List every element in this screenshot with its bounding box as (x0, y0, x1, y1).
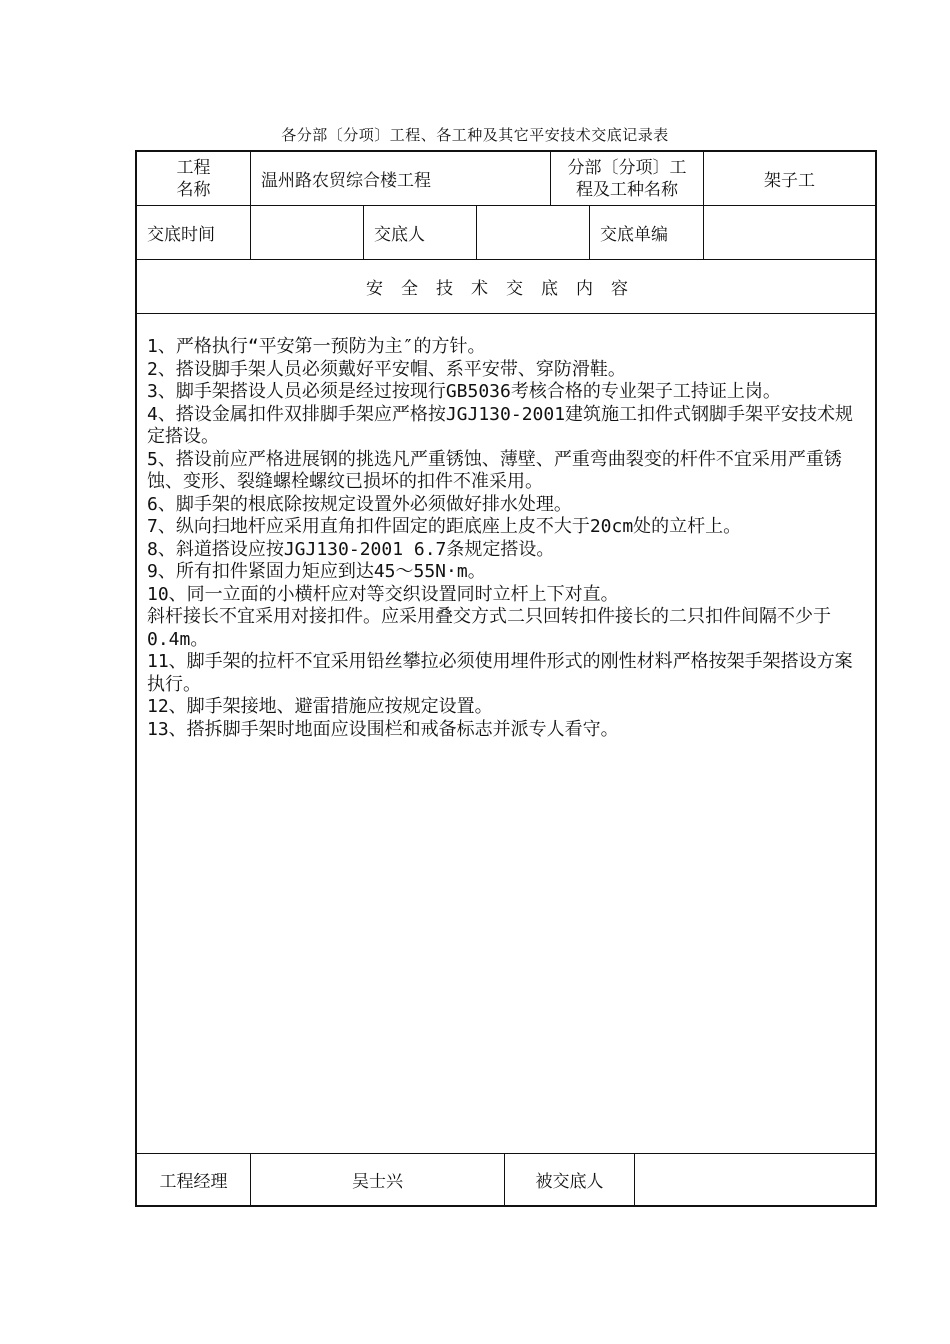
disclosure-form (135, 150, 877, 1207)
content-item: 6、脚手架的根底除按规定设置外必须做好排水处理。 (147, 493, 572, 515)
discloser-value (476, 206, 589, 259)
content-heading: 安全技术交底内容 (366, 279, 646, 299)
content-list (147, 336, 869, 741)
project-row (137, 152, 875, 206)
content-item: 2、搭设脚手架人员必须戴好平安帽、系平安带、穿防滑鞋。 (147, 358, 626, 380)
content-item: 10、同一立面的小横杆应对等交织设置同时立杆上下对直。 (147, 583, 619, 605)
content-item: 5、搭设前应严格进展钢的挑选凡严重锈蚀、薄壁、严重弯曲裂变的杆件不宜采用严重锈蚀、变形、裂缝螺栓螺纹已损坏的扣件不准采用。 (147, 448, 842, 492)
project-label-line2: 名称 (176, 179, 211, 200)
disclosure-time-value (250, 206, 363, 259)
signature-row (137, 1154, 875, 1205)
content-item: 斜杆接长不宜采用对接扣件。应采用叠交方式二只回转扣件接长的二只扣件间隔不少于0.4m。 (147, 606, 831, 650)
document-title: 各分部〔分项〕工程、各工种及其它平安技术交底记录表 (281, 126, 669, 144)
content-item: 13、搭拆脚手架时地面应设围栏和戒备标志并派专人看守。 (147, 718, 619, 740)
project-name-label (137, 152, 250, 205)
content-item: 1、严格执行“平安第一预防为主″的方针。 (147, 336, 486, 357)
project-name-value: 温州路农贸综合楼工程 (250, 152, 550, 205)
content-item: 8、斜道搭设应按JGJ130-2001 6.7条规定搭设。 (147, 538, 555, 560)
recipient-label: 被交底人 (504, 1154, 634, 1205)
content-heading-row (137, 260, 875, 314)
content-item: 9、所有扣件紧固力矩应到达45～55N·m。 (147, 561, 486, 582)
subdivision-label (550, 152, 703, 205)
project-label-line1: 工程 (176, 157, 211, 178)
disclosure-unit-value (703, 206, 875, 259)
content-item: 3、脚手架搭设人员必须是经过按现行GB5036考核合格的专业架子工持证上岗。 (147, 381, 781, 402)
subdivision-label-line1: 分部〔分项〕工 (567, 157, 687, 178)
content-item: 7、纵向扫地杆应采用直角扣件固定的距底座上皮不大于20cm处的立杆上。 (147, 516, 742, 537)
recipient-value (634, 1154, 875, 1205)
project-manager-label: 工程经理 (159, 1172, 228, 1192)
content-item: 12、脚手架接地、避雷措施应按规定设置。 (147, 696, 493, 717)
subdivision-value: 架子工 (703, 152, 875, 205)
subdivision-label-line2: 程及工种名称 (576, 179, 678, 200)
meta-row (137, 206, 875, 260)
content-item: 11、脚手架的拉杆不宜采用铅丝攀拉必须使用埋件形式的刚性材料严格按架手架搭设方案执行。 (147, 651, 853, 695)
content-row (137, 314, 875, 1154)
discloser-label: 交底人 (363, 206, 476, 259)
disclosure-time-label: 交底时间 (147, 225, 215, 245)
disclosure-unit-label: 交底单编 (589, 206, 703, 259)
content-item: 4、搭设金属扣件双排脚手架应严格按JGJ130-2001建筑施工扣件式钢脚手架平安技术规定搭设。 (147, 403, 854, 447)
project-manager-name: 吴士兴 (250, 1154, 504, 1205)
